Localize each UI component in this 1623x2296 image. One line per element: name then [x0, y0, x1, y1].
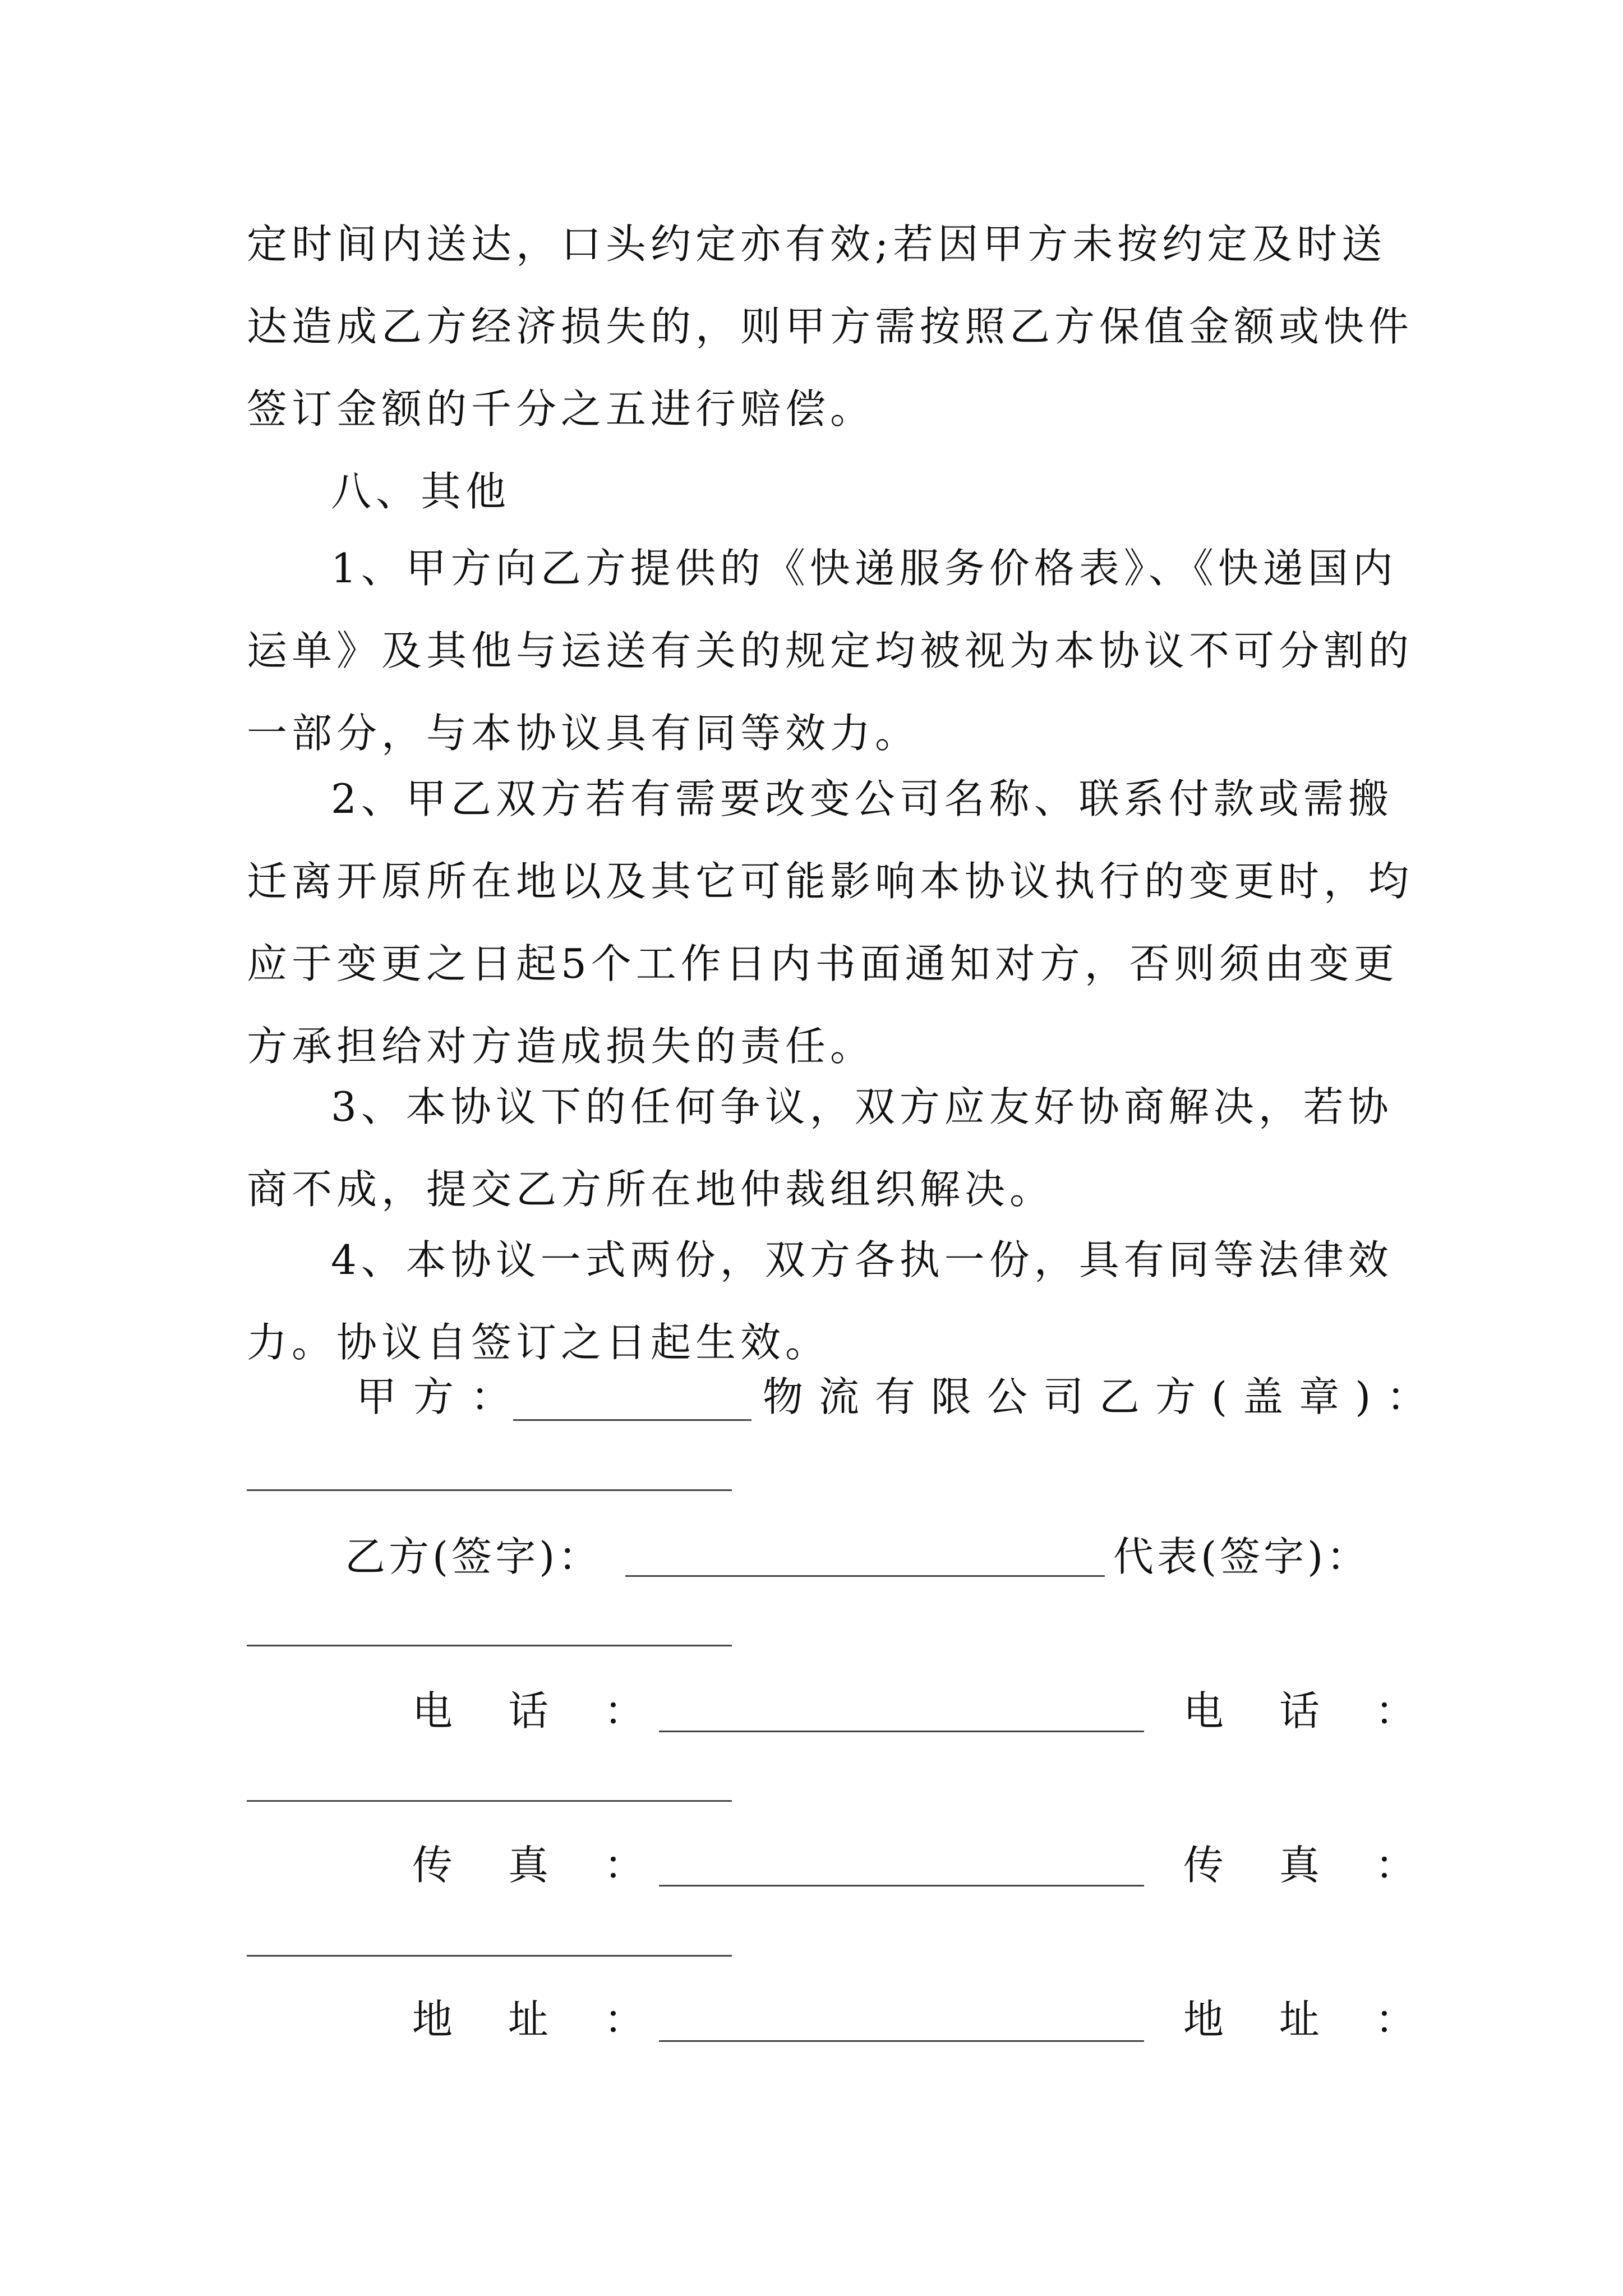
text-line: 运单》及其他与运送有关的规定均被视为本协议不可分割的 [247, 627, 1414, 674]
party-b-seal-label: 物流有限公司乙方(盖章)： [763, 1373, 1443, 1420]
party-a-name-field[interactable] [513, 1419, 751, 1421]
phone-label-b: 电 话 ： [1183, 1687, 1437, 1734]
text-line: 迁离开原所在地以及其它可能影响本协议执行的变更时，均 [247, 858, 1414, 905]
text-line: 签订金额的千分之五进行赔偿。 [247, 385, 875, 432]
text-line: 定时间内送达，口头约定亦有效;若因甲方未按约定及时送 [247, 220, 1387, 268]
fax-field-a[interactable] [659, 1885, 1144, 1887]
party-b-sign-field[interactable] [625, 1575, 1105, 1577]
address-label-b: 地 址 ： [1183, 1996, 1437, 2043]
clause-2 [247, 758, 1414, 1088]
fax-label-b: 传 真 ： [1183, 1842, 1437, 1889]
text-line: 4、本协议一式两份，双方各执一份，具有同等法律效 [331, 1236, 1393, 1283]
text-line: 应于变更之日起5个工作日内书面通知对方，否则须由变更 [247, 940, 1399, 987]
paragraph-continuation [247, 203, 1414, 450]
party-a-label: 甲方： [356, 1373, 528, 1420]
text-line: 一部分，与本协议具有同等效力。 [247, 710, 920, 757]
clause-1 [247, 527, 1414, 775]
text-line: 1、甲方向乙方提供的《快递服务价格表》、《快递国内 [331, 545, 1398, 592]
fax-label-a: 传 真 ： [412, 1842, 666, 1889]
rep-sign-label: 代表(签字)： [1113, 1533, 1371, 1580]
phone-field-a[interactable] [659, 1731, 1144, 1732]
text-line: 商不成，提交乙方所在地仲裁组织解决。 [247, 1166, 1055, 1213]
clause-3 [247, 1066, 1391, 1231]
phone-label-a: 电 话 ： [412, 1687, 666, 1734]
address-label-a: 地 址 ： [412, 1996, 666, 2043]
rep-sign-field[interactable] [247, 1645, 732, 1646]
text-line: 八、其他 [331, 468, 511, 515]
fax-field-b[interactable] [247, 1955, 732, 1957]
text-line: 3、本协议下的任何争议，双方应友好协商解决，若协 [331, 1083, 1393, 1130]
party-b-seal-field[interactable] [247, 1489, 732, 1491]
text-line: 方承担给对方造成损失的责任。 [247, 1023, 875, 1070]
party-b-sign-label: 乙方(签字)： [345, 1533, 602, 1580]
clause-4 [247, 1219, 1391, 1384]
text-line: 2、甲乙双方若有需要改变公司名称、联系付款或需搬 [331, 775, 1393, 822]
phone-field-b[interactable] [247, 1800, 732, 1802]
address-field-a[interactable] [659, 2040, 1144, 2042]
section-heading [331, 450, 1475, 533]
text-line: 力。协议自签订之日起生效。 [247, 1319, 831, 1366]
text-line: 达造成乙方经济损失的，则甲方需按照乙方保值金额或快件 [247, 303, 1414, 350]
